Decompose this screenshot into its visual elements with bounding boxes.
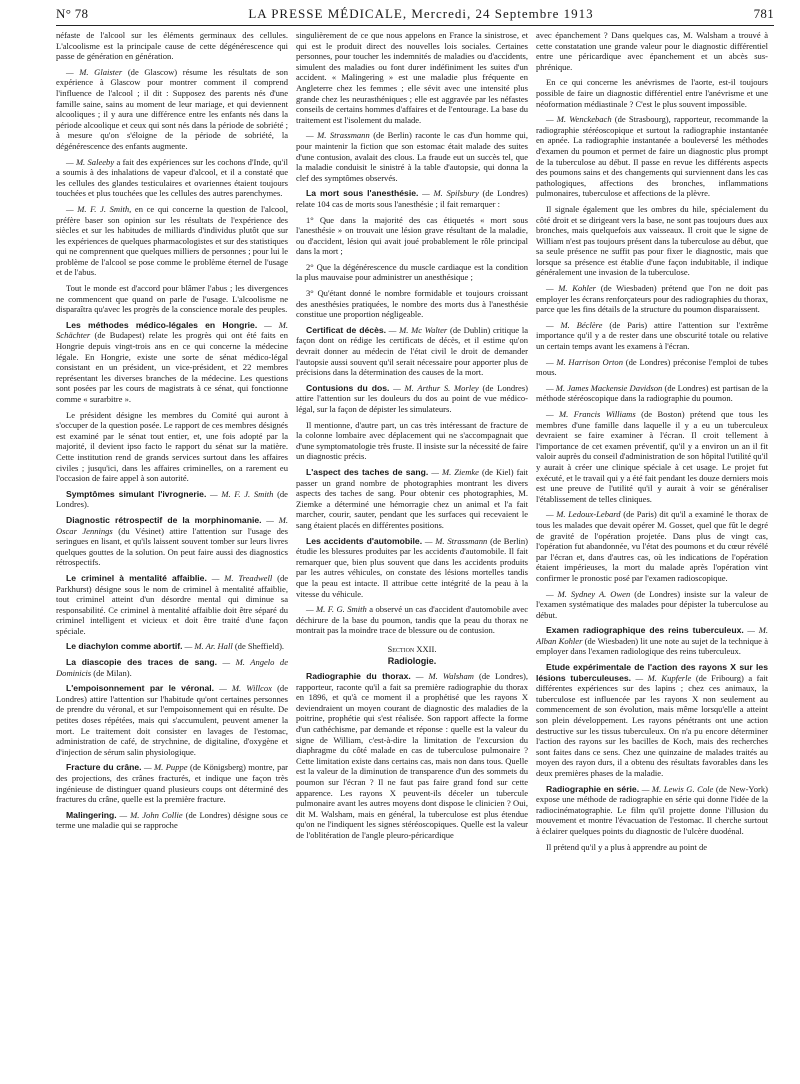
paragraph [296, 215, 528, 257]
article-heading: L'empoisonnement par le véronal. [66, 683, 215, 694]
article-entry [56, 810, 288, 831]
paragraph-text: (de Londres) attire l'attention sur l'habitude qu'ont certaines personnes de prendre du véronal, et sur l'empoisonnement qui en résulte. De petites doses répétées, mais qui s'accumulent, peuvent amener la mort. Le traitement doit consister en lavages de l'estomac, administration de café, de strychnine, de digitaline, d'oxygène et d'injection de sérum salin physiologique. [56, 683, 288, 757]
column-3 [536, 30, 768, 1084]
paragraph-text: (de Wiesbaden) lit une note au sujet de la technique à employer dans l'examen radiologique des reins tuberculeux. [536, 635, 768, 657]
issue-number: N° 78 [56, 6, 89, 21]
paragraph [536, 30, 768, 72]
paragraph-text: (de Paris) dit qu'il a examiné le thorax de tous les malades que devait opérer M. Gosset, quel que fût le degré de gravité de l'opération projetée. Dans plus de vingt cas, l'opération fut abandonnée, vu l'état des poumons et du cœur révélé par l'écran et, dans d'autres cas, où les indications de l'opération étaient impérieuses, la mort du malade après l'opération vint confirmer le pronostic posé par l'examen radioscopique. [536, 509, 768, 583]
article-heading: Certificat de décès. [306, 324, 387, 335]
paragraph-text: (de Königsberg) montre, par des projections, des crânes fracturés, et indique une façon très ingénieuse de distinguer quand plusieurs coups ont déterminé des fractures du crâne, quelle est la première fracture. [56, 762, 288, 805]
author-name: — M. Kohler [546, 283, 596, 294]
article-entry [296, 467, 528, 531]
paragraph-text: (de New-York) expose une méthode de radiographie en série qui donne l'idée de la radiocinématographie. Le film qu'il projette donne l'illusion du mouvement et montre l'évacuation de l'estomac. Il cherche surtout à éclairer quelques points du diagnostic de l'ulcère duodénal. [536, 783, 768, 836]
paragraph-text: singulièrement de ce que nous appelons en France la sinistrose, et qui est le produit direct des nouvelles lois sociales. Certaines personnes, pour toucher les indemnités de maladies ou d'accidents, simulent des maladies ou font durer indéfiniment les suites d'un accident. « Malingering » est une maladie plus fréquente en Angleterre chez les femmes ; elle sévit avec une intensité plus grande chez les neurasthéniques ; elle est aggravée par les néfastes conseils de certains hommes d'affaires et de l'entourage. La base du traitement est l'isolement du malade. [296, 30, 528, 125]
article-heading: La mort sous l'anesthésie. [306, 188, 419, 199]
paragraph-text: (de Londres) attire l'attention sur les douleurs du dos au point de vue médico-légal, sur la façon de dépister les simulateurs. [296, 382, 528, 414]
author-name: — M. Treadwell [206, 572, 273, 583]
paragraph [536, 383, 768, 404]
author-name: — M. Ar. Hall [182, 641, 233, 652]
paragraph [56, 283, 288, 315]
article-entry [56, 641, 288, 652]
paragraph [536, 77, 768, 109]
paragraph-text: (de Sheffield). [232, 641, 285, 652]
paragraph [56, 157, 288, 199]
paragraph-text: (de Londres). [56, 488, 288, 510]
paragraph-text: Il prétend qu'il y a plus à apprendre au point de [546, 841, 708, 852]
paragraph [536, 589, 768, 621]
article-heading: Fracture du crâne. [66, 762, 142, 773]
column-1 [56, 30, 288, 1084]
author-name: — M. Spilsbury [418, 188, 479, 199]
page-header [56, 6, 774, 26]
paragraph-text: (de Londres) relate 104 cas de morts sous l'anesthésie ; il fait remarquer : [296, 188, 528, 209]
paragraph-text: (de Glascow) résume les résultats de son expérience à Glascow pour montrer comment il comprend l'influence de l'alcool ; il dit : Supposez des parents nés d'une famille saine, sains au moment de leur mariage, et qui deviennent alcooliques ; il y aura une différence entre les enfants nés dans la période alcoolique et ceux qui sont nés dans la période de sobriété ; à mesure qu'on s'éloigne de la période de sobriété, la dégénérescence des enfants augmente. [56, 66, 288, 151]
article-entry [56, 657, 288, 678]
paragraph [56, 204, 288, 278]
author-name: — M. Francis Williams [546, 409, 636, 419]
article-heading: Le criminel à mentalité affaiblie. [66, 572, 207, 583]
article-heading: Radiographie en série. [546, 783, 640, 794]
paragraph-text: (de Londres) insiste sur la valeur de l'examen systématique des malades pour dépister la tuberculose au début. [536, 588, 768, 620]
article-heading: Le diachylon comme abortif. [66, 641, 183, 652]
paragraph [536, 114, 768, 199]
article-entry [296, 536, 528, 600]
paragraph [536, 409, 768, 504]
author-name: — M. Willcox [214, 683, 272, 694]
paragraph [296, 262, 528, 283]
paragraph [536, 320, 768, 352]
article-entry [56, 515, 288, 568]
column-2 [296, 30, 528, 1084]
paragraph-text: , en ce qui concerne la question de l'alcool, préfère baser son opinion sur les résultats de l'expérience des siècles et sur les habitudes de milliards d'individus plutôt que sur les expériences de quelques pharmacologistes et sur des statistiques qui ne comprennent que quelques milliers de personnes ; pour lui le problème de l'alcool se pose comme le problème éternel de l'usage et de l'abus. [56, 203, 288, 278]
author-name: — M. Harrison Orton [546, 356, 623, 367]
paragraph-text: (de Wiesbaden) prétend que l'on ne doit pas employer les écrans renforçateurs pour des radiographies du thorax, parce que les fins détails de la structure du poumon disparaissent. [536, 283, 768, 315]
article-entry [296, 325, 528, 378]
paragraph-text: (de Fribourg) a fait différentes expériences sur des lapins ; chez ces animaux, la tuberculose est influencée par les rayons X non seulement au commencement de son évolution, mais même lorsqu'elle a atteint son plein développement. Les rayons pénétrants ont une action destructive sur les tissus tuberculeux. On n'a pu encore déterminer l'action des rayons sur les bacilles de Koch, mais des recherches sont faites dans ce sens. Chez une quinzaine de malades traités au moyen des rayon durs, il a obtenu des résultats favorables dans les deux premières phases de la maladie. [536, 672, 768, 778]
paragraph-text: (de Budapest) relate les progrès qui ont été faits en Hongrie depuis vingt-trois ans en ce qui concerne la médecine légale. En Hongrie, existe une sorte de sénat médico-légal consistant en un président, un vice-président, et 22 membres représentant les diverses branches de la médecine. Les questions sont posées par les cours de magistrats à ce sénat, qui fonctionne comme « surarbitre ». [56, 330, 288, 404]
author-name: — M. Oscar Jennings [56, 514, 288, 536]
paragraph [296, 604, 528, 636]
article-entry [296, 383, 528, 415]
article-entry [536, 625, 768, 657]
author-name: — M. Saleeby [66, 156, 115, 167]
paragraph-text: En ce qui concerne les anévrismes de l'aorte, est-il toujours possible de faire un diagnostic différentiel entre l'anévrisme et une néoformation médiastinale ? C'est le plus souvent impossible. [536, 77, 768, 109]
article-entry [56, 489, 288, 510]
article-entry [296, 671, 528, 841]
paragraph-text: Il signale également que les ombres du hile, spécialement du côté droit et se dirigeant vers la base, ne sont pas toujours dues aux bronches, mais quelquefois aux vaisseaux. Il croit que le signe de William n'est pas toujours présent dans la tuberculose au début, que sa seule présence ne suffit pas pour fixer le diagnostic, mais que lorsque sa présence est établie d'une façon indubitable, il indique généralement une invasion de la tuberculose. [536, 203, 768, 278]
paragraph [536, 204, 768, 278]
article-heading: L'aspect des taches de sang. [306, 466, 429, 477]
author-name: — M. Strassmann [422, 535, 488, 546]
paragraph-text: (de Londres) désigne sous ce terme une maladie qui se rapproche [56, 809, 288, 831]
article-heading: Examen radiographique des reins tuberculeux. [546, 625, 744, 636]
paragraph-text: 3° Qu'étant donné le nombre formidable et toujours croissant des anesthésies pratiquées, le nombre des morts dus à l'anesthésie constitue une proportion négligeable. [296, 288, 528, 320]
article-heading: Etude expérimentale de l'action des rayons X sur les lésions tuberculeuses. [536, 662, 768, 683]
author-name: — M. Alban Kohler [536, 625, 768, 646]
paragraph [536, 357, 768, 378]
paragraph-text: Il mentionne, d'autre part, un cas très intéressant de fracture de la colonne lombaire avec déplacement qui ne s'accompagnait que d'une symptomatologie très fruste. Il insiste sur la nécessité de faire un diagnostic précis. [296, 419, 528, 462]
author-name: — M. John Collie [116, 809, 183, 820]
paragraph-text: (de Strasbourg), rapporteur, recommande la radiographie stéréoscopique et surtout la radiographie instantanée en apnée. La radiographie instantanée a bouleversé les méthodes d'examen du poumon et permet de faire un diagnostic plus prompt de la tuberculose au début. Il passe en revue les différents aspects des poumons sains et des changements qui surviennent dans les cas pathologiques, affections des bronches, inflammations pulmonaires, tuberculose et affections de la plèvre. [536, 114, 768, 199]
article-heading: La diascopie des traces de sang. [66, 657, 218, 668]
article-entry [296, 188, 528, 209]
author-name: — M. Mc Walter [386, 324, 448, 335]
article-entry [536, 784, 768, 837]
paragraph-text: (de Paris) attire l'attention sur l'extrême importance qu'il y a de rester dans une obscurité totale ou relative un certain temps avant les examens à l'écran. [536, 319, 768, 352]
journal-title: LA PRESSE MÉDICALE, Mercredi, 24 Septembre 1913 [248, 6, 594, 21]
paragraph-text: Tout le monde est d'accord pour blâmer l'abus ; les divergences ne commencent que quand on parle de l'usage. L'alcoolisme ne disparaîtra qu'avec les progrès de la conscience morale des peuples. [56, 283, 288, 315]
article-heading: Radiographie du thorax. [306, 671, 411, 682]
text-columns [56, 30, 774, 1084]
paragraph-text: (de Milan). [91, 667, 132, 678]
article-heading: Les méthodes médico-légales en Hongrie. [66, 319, 258, 330]
author-name: — M. F. G. Smith [306, 604, 367, 615]
author-name: — M. Béclère [546, 319, 603, 330]
author-name: — M. James Mackensie Davidson [546, 382, 663, 393]
paragraph-text: (de Berlin) étudie les blessures produites par les accidents d'automobile. Il fait remarquer que, bien plus souvent que dans les accidents produits par les autres véhicules, on constate des lésions mortelles tandis que la peau est intacte. Il attribue cette intégrité de la peau à la vitesse du véhicule. [296, 535, 528, 599]
paragraph-text: (de Londres), rapporteur, raconte qu'il a fait sa première radiographie du thorax en 1896, et qu'à ce moment il a prophétisé que les rayons X deviendraient un moyen courant de diagnostic des maladies de la poitrine, prophétie qui s'est réalisée. Son rapport affecte la forme d'un cathéchisme, par demande et réponse : quelle est la valeur du signe de William, c'est-à-dire la limitation de l'excursion du diaphragme du côté malade en cas de tuberculose pulmonaire ? Cette limitation existe dans certains cas, mais non dans tous. Quelle est la valeur de la diminution de transparence d'un des sommets du poumon sur l'écran ? Il ne faut pas faire grand fond sur cette apparence. Les rayons X peuvent-ils déceler un tubercule pulmonaire avant les autres moyens dont dispose le clinicien ? Oui, dit M. Walsham, mais en général, la tuberculose est plus étendue qu'on ne l'indiquent les signes stéréoscopiques. Quelle est la valeur de l'oblitération de l'angle pleuro-péricardique [296, 671, 528, 840]
author-name: — M. Kupferle [631, 672, 692, 683]
page-number: 781 [753, 6, 774, 21]
author-name: — M. Walsham [410, 671, 474, 682]
article-heading: Les accidents d'automobile. [306, 535, 423, 546]
paragraph [296, 130, 528, 183]
article-entry [536, 662, 768, 779]
paragraph-text: Le président désigne les membres du Comité qui auront à s'occuper de la question posée. Le rapport de ces membres désignés est examiné par le sénat tout entier, et, une fois adopté par la majorité, il devient ipso facto le rapport du sénat sur la matière. Cette institution rend de grands services surtout dans les affaires civiles ; jusqu'ici, dans les affaires criminelles, on a rarement eu l'occasion de faire appel à son autorité. [56, 409, 288, 484]
paragraph-text: (de Dublin) critique la façon dont on rédige les certificats de décès, et il estime qu'on devrait donner au médecin de l'état civil le droit de demander l'autopsie aussi souvent qu'il serait nécessaire pour apporter plus de précisions dans la détermination des causes de la mort. [296, 324, 528, 378]
paragraph [56, 410, 288, 484]
article-heading: Contusions du dos. [306, 382, 390, 393]
author-name: — M. Lewis G. Cole [639, 783, 714, 794]
article-heading: Diagnostic rétrospectif de la morphinomanie. [66, 514, 262, 525]
paragraph [296, 288, 528, 320]
author-name: — M. F. J. Smith [66, 203, 130, 214]
paragraph-text: avec épanchement ? Dans quelques cas, M. Walsham a trouvé à cette constatation une grande valeur pour le diagnostic différentiel entre une péricardique avec épanchement et un abcès sus-phrénique. [536, 30, 768, 72]
author-name: — M. Glaister [66, 66, 123, 77]
paragraph-text: a observé un cas d'accident d'automobile avec déchirure de la base du poumon, tandis que la peau du thorax ne montrait pas la moindre trace de blessure ou de contusion. [296, 604, 528, 636]
paragraph-text: (de Londres) préconise l'emploi de tubes mous. [536, 356, 768, 378]
paragraph-text: (de Boston) prétend que tous les membres d'une famille dans laquelle il y a eu un tuberculeux devraient se faire examiner à l'écran. Il croit tellement à l'importance de cet examen préventif, qu'il y a environ un an il fit valoir auprès du conseil d'administration de son hôpital l'utilité qu'il y aurait à créer une clinique spéciale à cet usage. Le projet fut exécuté, et le travail qui y a été fait pendant les douze derniers mois est une preuve de l'utilité qu'il y aurait à voir se généraliser l'établissement de telles cliniques. [536, 409, 768, 504]
paragraph [56, 67, 288, 152]
author-name: — M. Ledoux-Lebard [546, 509, 621, 520]
article-entry [56, 320, 288, 405]
author-name: — M. F. J. Smith [206, 488, 274, 499]
author-name: — M. Sydney A. Owen [546, 588, 631, 599]
paragraph-text: (du Vésinet) attire l'attention sur l'usage des seringues en lisant, et qu'ils laissent souvent tomber sur leurs livres quelques gouttes de la solution. On peut faire aussi des diagnostics rétrospectifs. [56, 525, 288, 568]
section-title: Radiologie. [387, 656, 437, 667]
article-heading: Malingering. [66, 809, 117, 820]
paragraph-text: néfaste de l'alcool sur les éléments germinaux des cellules. L'alcoolisme est la principale cause de cette dégénérescence qui passe de génération en génération. [56, 30, 288, 62]
paragraph-text: 1° Que dans la majorité des cas étiquetés « mort sous l'anesthésie » on trouvait une lésion grave résultant de la maladie, ou d'accident, lésion qui avait joué probablement le rôle principal dans la mort ; [296, 214, 528, 257]
section-number: Section XXII. [387, 643, 437, 654]
paragraph [536, 842, 768, 853]
paragraph [56, 30, 288, 62]
paragraph [536, 509, 768, 583]
article-heading: Symptômes simulant l'ivrognerie. [66, 488, 207, 499]
author-name: — M. Puppe [141, 762, 188, 773]
author-name: — M. Wenckebach [546, 114, 612, 125]
author-name: — M. Schächter [56, 319, 288, 341]
article-entry [56, 573, 288, 637]
article-entry [56, 683, 288, 757]
paragraph [296, 30, 528, 125]
paragraph-text: (de Londres) est partisan de la méthode stéréoscopique dans la radiographie du poumon. [536, 382, 768, 404]
author-name: — M. Strassmann [306, 130, 370, 141]
paragraph-text: (de Kiel) fait passer un grand nombre de photographies montrant les divers aspects des taches de sang. Pour obtenir ces photographies, M. Ziemke a déterminé une hémorragie chez un animal et l'a fait marcher, courir, sauter, pendant que les surfaces qui recevaient le sang étaient placés en différentes positions. [296, 466, 528, 530]
paragraph [296, 420, 528, 462]
paragraph-text: a fait des expériences sur les cochons d'Inde, qu'il a soumis à des inhalations de vapeur d'alcool, et il a constaté que les cellules des glandes testiculaires et ovariennes étaient toujours touchées et plus touchées que les cellules des autres parenchymes. [56, 156, 288, 199]
paragraph-text: (de Parkhurst) désigne sous le nom de criminel à mentalité affaiblie, tout criminel atteint d'un désordre mental qui diminue sa responsabilité. Ce criminel à mentalité affaiblie doit être séparé du criminel intelligent et vicieux et doit être traité d'une façon spéciale. [56, 572, 288, 636]
paragraph [536, 283, 768, 315]
author-name: — M. Arthur S. Morley [389, 382, 479, 393]
paragraph-text: 2° Que la dégénérescence du muscle cardiaque est la condition la plus mauvaise pour administrer un anesthésique ; [296, 261, 528, 283]
article-entry [56, 762, 288, 804]
paragraph-text: (de Berlin) raconte le cas d'un homme qui, pour maintenir la fiction que son estomac était malade des suites d'une contusion, avalait des clous. La fraude eut un succès tel, que la maladie conduisit le sinistré à la table d'autopsie, qui donna la clef des symptômes observés. [296, 130, 528, 183]
author-name: — M. Angelo de Dominicis [56, 657, 288, 678]
author-name: — M. Ziemke [428, 466, 479, 477]
